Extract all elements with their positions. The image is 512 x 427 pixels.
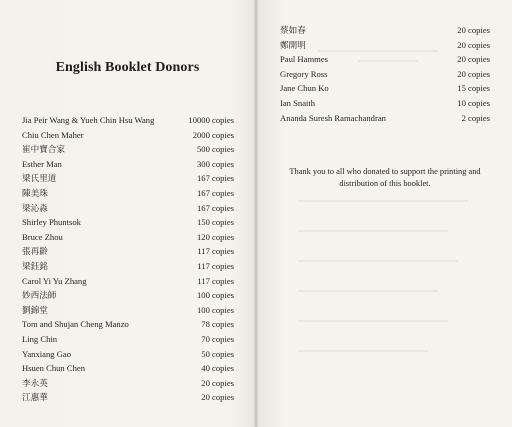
donor-copies: 500 copies — [197, 144, 234, 155]
donor-name: Yanxiang Gao — [22, 348, 72, 359]
donor-name: 陳美珠 — [22, 187, 48, 198]
donor-name: Chiu Chen Maher — [22, 129, 84, 140]
donor-name: 梁鈺銘 — [22, 260, 48, 271]
donor-copies: 117 copies — [197, 275, 234, 286]
donor-copies: 150 copies — [197, 217, 234, 228]
donor-name: 妙西法師 — [22, 290, 57, 301]
donor-name: Gregory Ross — [280, 68, 328, 79]
donor-copies: 2 copies — [461, 112, 490, 123]
donor-row — [280, 81, 490, 96]
donor-row — [280, 38, 490, 53]
page-title: English Booklet Donors — [55, 60, 200, 75]
thank-you-note — [272, 166, 498, 189]
donor-row — [22, 390, 234, 405]
donor-name: Paul Hammes — [280, 54, 328, 65]
donor-copies: 70 copies — [201, 333, 234, 344]
donor-copies: 20 copies — [457, 54, 490, 65]
donor-row — [22, 303, 234, 318]
donor-row — [22, 361, 234, 376]
donor-copies: 20 copies — [457, 25, 490, 35]
donor-row — [22, 113, 234, 128]
donor-row — [280, 23, 490, 38]
donor-copies: 2000 copies — [192, 129, 234, 140]
donor-name: 江惠華 — [22, 392, 48, 403]
donor-name: Jia Peir Wang & Yueh Chin Hsu Wang — [22, 115, 155, 125]
donor-copies: 15 copies — [457, 83, 490, 94]
donor-name: Shirley Phuntsok — [22, 217, 81, 228]
donor-copies: 10000 copies — [188, 115, 234, 125]
donor-row — [22, 288, 234, 303]
donor-copies: 167 copies — [197, 187, 234, 198]
donor-copies: 40 copies — [201, 363, 234, 374]
donor-copies: 20 copies — [201, 392, 234, 403]
donor-list-left — [22, 113, 234, 405]
donor-row — [22, 332, 234, 347]
donor-copies: 100 copies — [197, 304, 234, 315]
donor-copies: 100 copies — [197, 290, 234, 301]
donor-name: Ian Snaith — [280, 97, 316, 108]
donor-name: 梁氏里道 — [22, 173, 57, 184]
donor-copies: 10 copies — [457, 97, 490, 108]
donor-copies: 50 copies — [201, 348, 234, 359]
donor-name: Hsuen Chun Chen — [22, 363, 86, 374]
donor-name: 蔡如春 — [280, 25, 306, 35]
thank-you-line: distribution of this booklet. — [339, 178, 431, 188]
donor-row — [280, 52, 490, 67]
donor-row — [22, 274, 234, 289]
donor-name: Esther Man — [22, 158, 62, 169]
donor-copies: 167 copies — [197, 202, 234, 213]
donor-row — [22, 376, 234, 391]
donor-name: 劉錦堂 — [22, 304, 48, 315]
donor-copies: 117 copies — [197, 246, 234, 257]
donor-row — [22, 128, 234, 143]
donor-row — [22, 230, 234, 245]
donor-copies: 20 copies — [457, 39, 490, 50]
donor-copies: 20 copies — [201, 377, 234, 388]
left-page — [0, 0, 255, 427]
donor-list-right — [280, 23, 490, 125]
donor-copies: 300 copies — [197, 158, 234, 169]
donor-copies: 78 copies — [201, 319, 234, 330]
donor-row — [22, 347, 234, 362]
donor-name: 崔中寶合家 — [22, 144, 65, 155]
donor-row — [22, 201, 234, 216]
donor-row — [22, 186, 234, 201]
donor-row — [22, 171, 234, 186]
donor-row — [22, 215, 234, 230]
donor-name: Tom and Shujan Cheng Manzo — [22, 319, 129, 330]
donor-name: Ling Chin — [22, 333, 58, 344]
donor-row — [22, 142, 234, 157]
donor-name: Carol Yi Yu Zhang — [22, 275, 87, 286]
donor-name: 梁沁淼 — [22, 202, 48, 213]
thank-you-line: Thank you to all who donated to support the printing and — [289, 167, 481, 176]
donor-name: Bruce Zhou — [22, 231, 63, 242]
donor-row — [280, 111, 490, 126]
donor-name: 李永英 — [22, 377, 48, 388]
donor-row — [22, 157, 234, 172]
donor-row — [280, 96, 490, 111]
right-page — [258, 0, 512, 427]
donor-name: Ananda Suresh Ramachandran — [280, 112, 386, 123]
donor-row — [22, 259, 234, 274]
donor-name: 張再齡 — [22, 246, 48, 257]
donor-name: 鄭開明 — [280, 39, 306, 50]
donor-row — [22, 317, 234, 332]
donor-row — [22, 244, 234, 259]
donor-row — [280, 67, 490, 82]
donor-copies: 167 copies — [197, 173, 234, 184]
donor-copies: 117 copies — [197, 260, 234, 271]
donor-name: Jane Chun Ko — [280, 83, 329, 94]
donor-copies: 20 copies — [457, 68, 490, 79]
donor-copies: 120 copies — [197, 231, 234, 242]
